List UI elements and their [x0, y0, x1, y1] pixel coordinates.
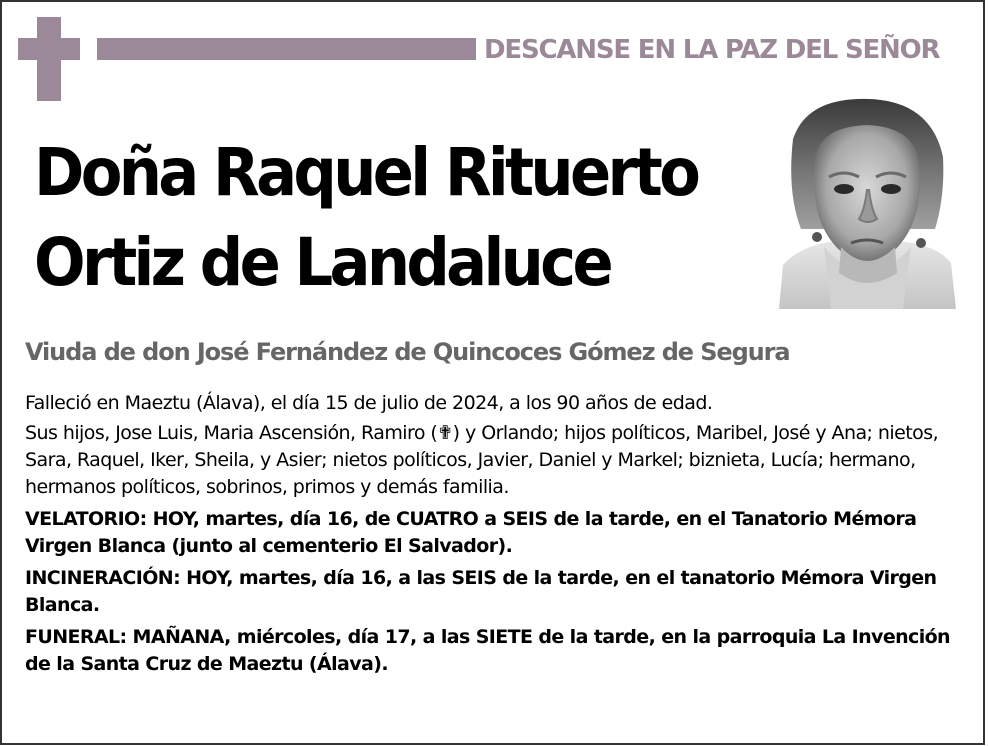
- incineracion-notice: INCINERACIÓN: HOY, martes, día 16, a las SEIS de la tarde, en el tanatorio Mémora Virgen Blanca.: [25, 567, 937, 616]
- deceased-name-line1: Doña Raquel Rituerto: [34, 134, 698, 211]
- funeral-notice: FUNERAL: MAÑANA, miércoles, día 17, a las SIETE de la tarde, en la parroquia La Invención de la Santa Cruz de Maeztu (Álava).: [25, 626, 950, 675]
- cross-icon-crossbar: [18, 38, 80, 60]
- death-notice: Falleció en Maeztu (Álava), el día 15 de julio de 2024, a los 90 años de edad.: [25, 392, 713, 414]
- obituary-body: [25, 390, 965, 683]
- deceased-name: [34, 128, 697, 308]
- header-rule: [97, 38, 476, 60]
- velatorio-notice: VELATORIO: HOY, martes, día 16, de CUATRO a SEIS de la tarde, en el Tanatorio Mémora Virgen Blanca (junto al cementerio El Salvador).: [25, 508, 917, 557]
- widow-subtitle: Viuda de don José Fernández de Quincoces Gómez de Segura: [25, 338, 790, 366]
- family-list: Sus hijos, Jose Luis, Maria Ascensión, Ramiro (✟) y Orlando; hijos políticos, Maribel, José y Ana; nietos, Sara, Raquel, Iker, Sheila, y Asier; nietos políticos, Javier, Daniel y Markel; biznieta, Lucía; hermano, hermanos políticos, sobrinos, primos y demás familia.: [25, 422, 939, 498]
- deceased-name-line2: Ortiz de Landaluce: [34, 224, 610, 301]
- deceased-photo: [779, 97, 956, 309]
- header-tagline: DESCANSE EN LA PAZ DEL SEÑOR: [484, 35, 940, 65]
